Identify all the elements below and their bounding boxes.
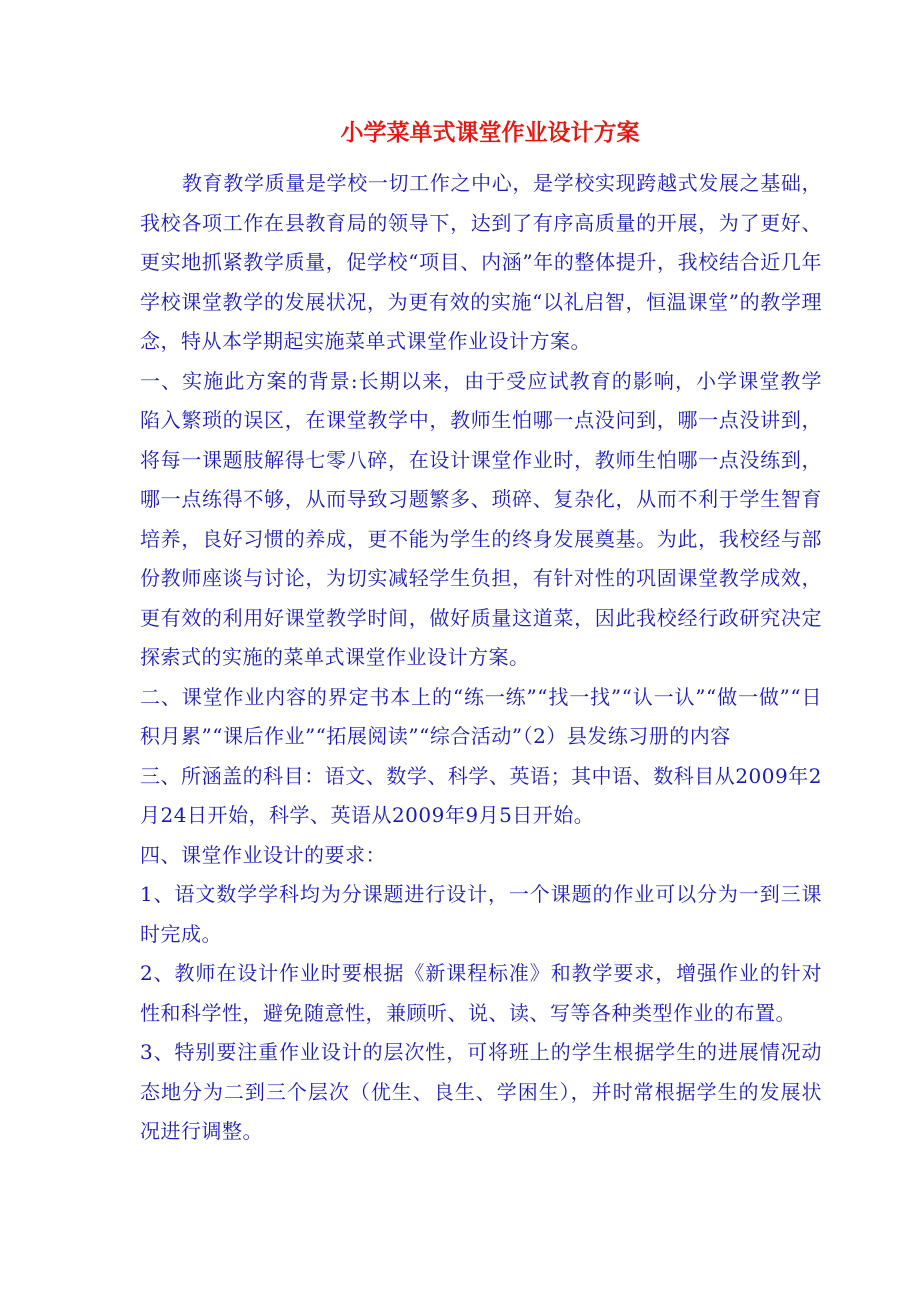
paragraph-content-scope: 二、课堂作业内容的界定书本上的“练一练”“找一找”“认一认”“做一做”“日积月累”“课后作业”“拓展阅读”“综合活动”（2）县发练习册的内容 [140,684,822,748]
paragraph-requirements-heading: 四、课堂作业设计的要求： [140,842,386,867]
document-title: 小学菜单式课堂作业设计方案 [340,119,640,146]
paragraph-background: 一、实施此方案的背景:长期以来，由于受应试教育的影响，小学课堂教学陷入繁琐的误区，在课堂教学中，教师生怕哪一点没问到，哪一点没讲到，将每一课题肢解得七零八碎，在设计课堂作业时，教师生怕哪一点没练到，哪一点练得不够，从而导致习题繁多、琐碎、复杂化，从而不利于学生智育培养，良好习惯的养成，更不能为学生的终身发展奠基。为此，我校经与部份教师座谈与讨论，为切实减轻学生负担，有针对性的巩固课堂教学成效，更有效的利用好课堂教学时间，做好质量这道菜，因此我校经行政研究决定探索式的实施的菜单式课堂作业设计方案。 [140,368,822,669]
paragraph-intro: 教育教学质量是学校一切工作之中心，是学校实现跨越式发展之基础，我校各项工作在县教育局的领导下，达到了有序高质量的开展，为了更好、更实地抓紧教学质量，促学校“项目、内涵”年的整体提升，我校结合近几年学校课堂教学的发展状况，为更有效的实施“以礼启智，恒温课堂”的教学理念，特从本学期起实施菜单式课堂作业设计方案。 [140,171,822,353]
paragraph-subjects: 三、所涵盖的科目：语文、数学、科学、英语；其中语、数科目从2009年2月24日开始，科学、英语从2009年9月5日开始。 [140,763,822,827]
paragraph-requirement-1: 1、语文数学学科均为分课题进行设计，一个课题的作业可以分为一到三课时完成。 [140,882,822,946]
document-body [140,164,822,1152]
paragraph-requirement-2: 2、教师在设计作业时要根据《新课程标准》和教学要求，增强作业的针对性和科学性，避免随意性，兼顾听、说、读、写等各种类型作业的布置。 [140,961,822,1025]
paragraph-requirement-3: 3、特别要注重作业设计的层次性，可将班上的学生根据学生的进展情况动态地分为二到三个层次（优生、良生、学困生），并时常根据学生的发展状况进行调整。 [140,1040,822,1143]
